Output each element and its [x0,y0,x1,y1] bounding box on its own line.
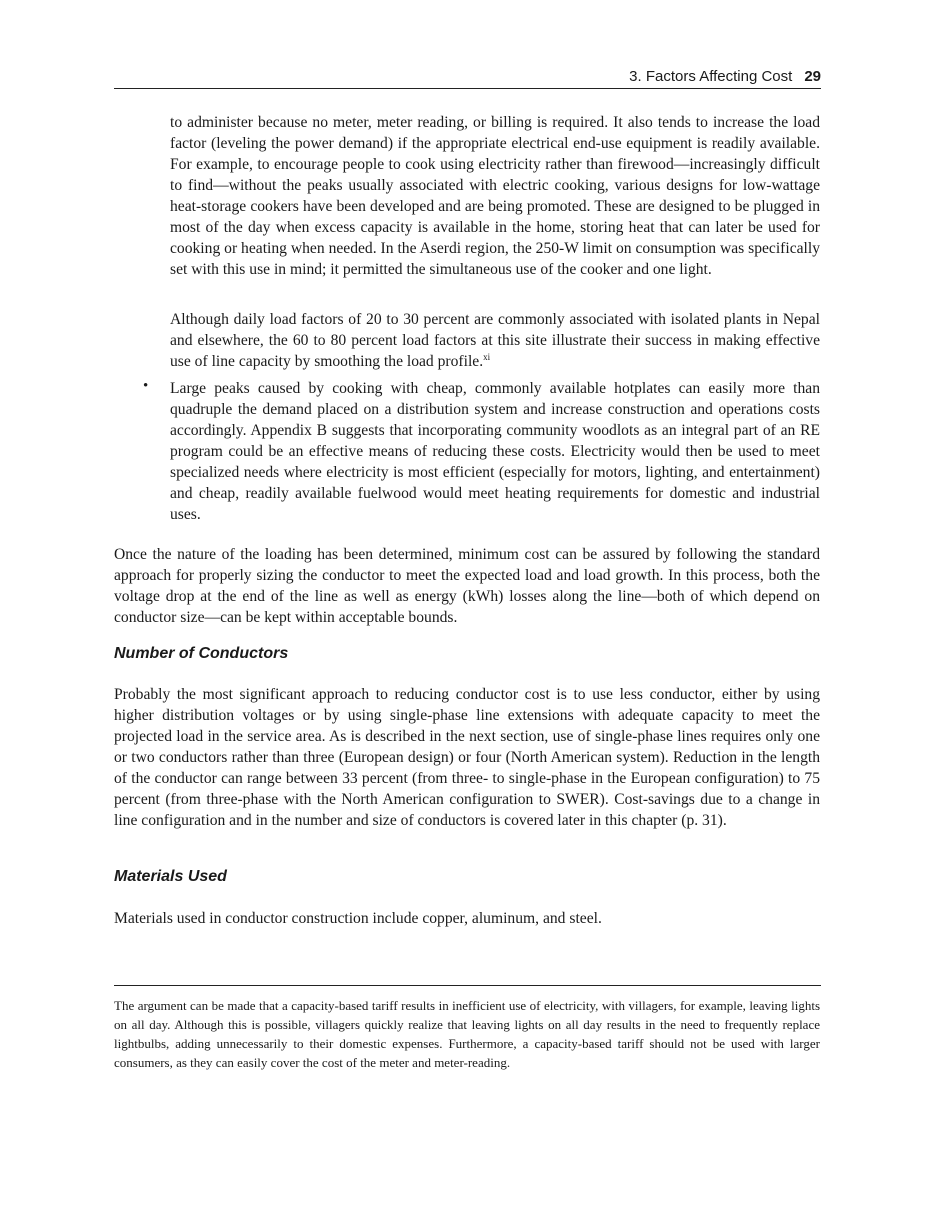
paragraph-conductor-approach: Probably the most significant approach to reducing conductor cost is to use less conductor, either by using higher distribution voltages or by using single-phase line extensions with adequate capacity to meet the projected load in the service area. As is described in the next section, use of single-phase lines requires only one or two conductors rather than three (European design) or four (North American system). Reduction in the length of the conductor can range between 33 percent (from three- to single-phase in the European configuration) to 75 percent (from three-phase with the North American configuration to SWER). Cost-savings due to a change in line configuration and in the number and size of conductors is covered later in this chapter (p. 31). [114,686,820,829]
paragraph-load-factors [170,309,820,372]
chapter-title: 3. Factors Affecting Cost [629,68,793,85]
running-header [114,66,821,89]
paragraph-materials: Materials used in conductor construction include copper, aluminum, and steel. [114,910,602,927]
paragraph-continuation: to administer because no meter, meter reading, or billing is required. It also tends to increase the load factor (leveling the power demand) if the appropriate electrical end-use equipment is readily available. For example, to encourage people to cook using electricity rather than firewood—increasingly difficult to find—without the peaks usually associated with electric cooking, various designs for low-wattage heat-storage cookers have been developed and are being promoted. These are designed to be plugged in most of the day when excess capacity is available in the home, storing heat that can later be used for cooking or heating when needed. In the Aserdi region, the 250-W limit on consumption was specifically set with this use in mind; it permitted the simultaneous use of the cooker and one light. [170,114,820,278]
page-number: 29 [804,68,821,85]
heading-materials-used: Materials Used [114,868,227,885]
heading-number-of-conductors: Number of Conductors [114,645,289,662]
header-text [629,68,821,85]
bullet-marker: • [143,378,149,394]
footnote-text: The argument can be made that a capacity-based tariff results in inefficient use of electricity, with villagers, for example, leaving lights on all day. Although this is possible, villagers quickly realize that leaving lights on all day results in the need to frequently replace lightbulbs, adding unnecessarily to their domestic expenses. Furthermore, a capacity-based tariff should not be used with larger consumers, as they can easily cover the cost of the meter and meter-reading. [114,998,820,1070]
paragraph-load-factors-text: Although daily load factors of 20 to 30 percent are commonly associated with isolated plants in Nepal and elsewhere, the 60 to 80 percent load factors at this site illustrate their success in making effective use of line capacity by smoothing the load profile. [170,311,820,370]
paragraph-loading: Once the nature of the loading has been determined, minimum cost can be assured by following the standard approach for properly sizing the conductor to meet the expected load and load growth. In this process, both the voltage drop at the end of the line as well as energy (kWh) losses along the line—both of which depend on conductor size—can be kept within acceptable bounds. [114,546,820,626]
bullet-item-hotplates: Large peaks caused by cooking with cheap, commonly available hotplates can easily more than quadruple the demand placed on a distribution system and increase construction and operations costs accordingly. Appendix B suggests that incorporating community woodlots as an integral part of an RE program could be an effective means of reducing these costs. Electricity would then be used to meet specialized needs where electricity is most efficient (especially for motors, lighting, and entertainment) and cheap, readily available fuelwood would meet heating requirements for domestic and industrial uses. [170,380,820,523]
footnote-marker: xi [483,351,491,362]
footnote-divider [114,985,821,986]
